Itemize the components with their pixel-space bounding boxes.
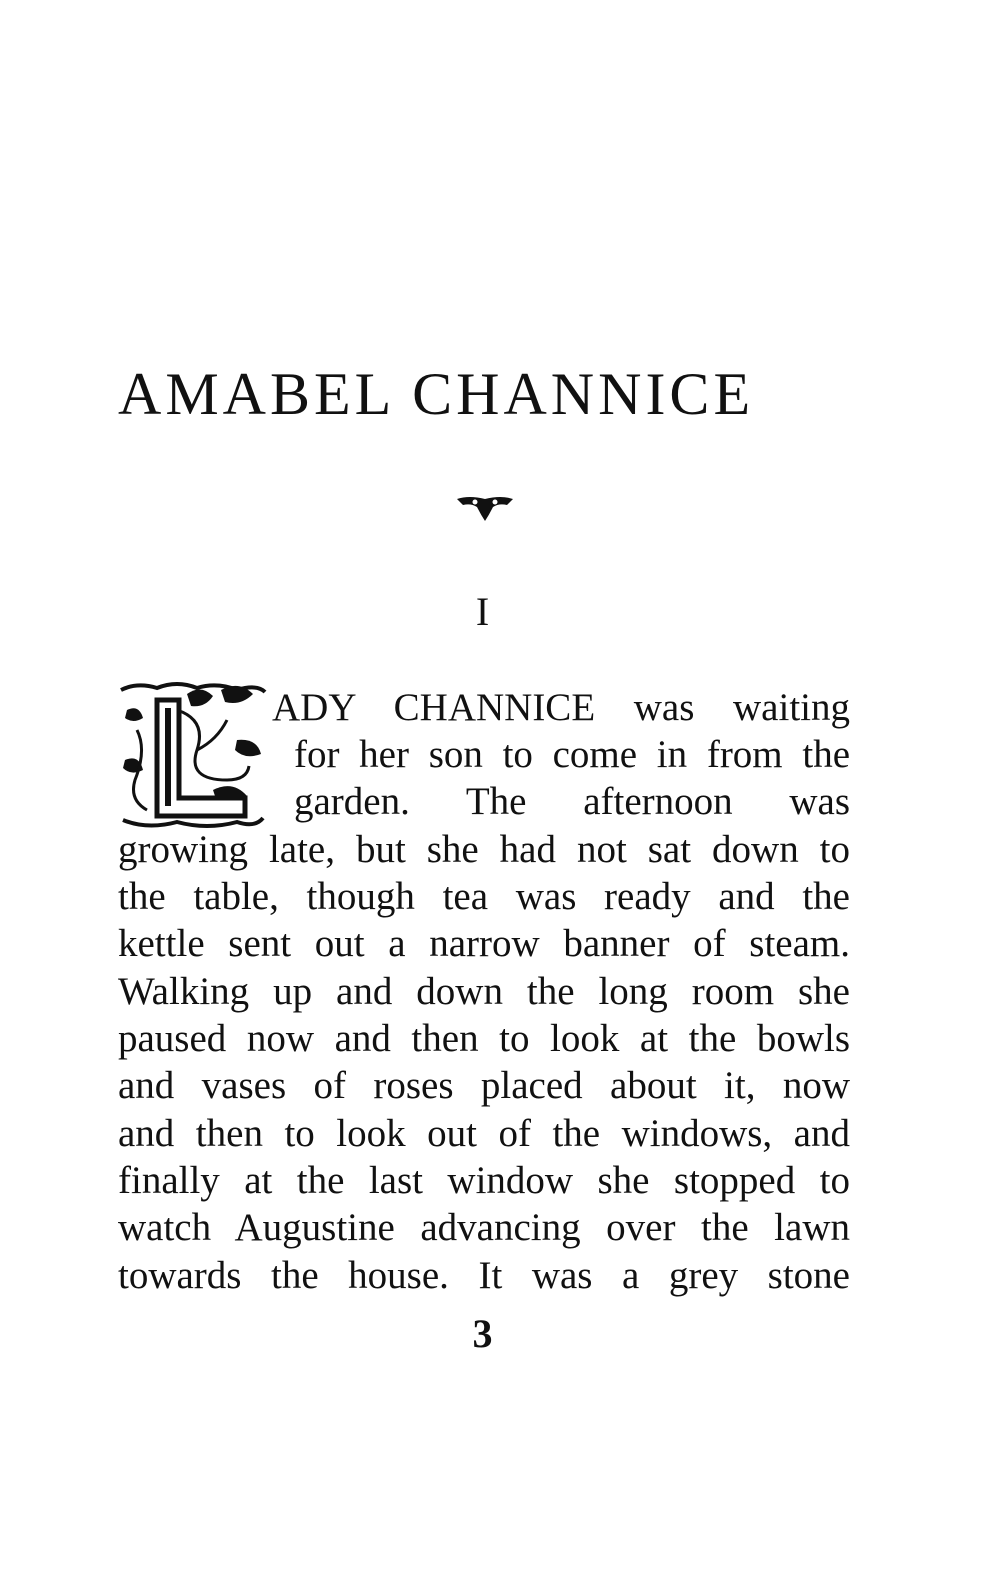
- text-line: finally at the last window she stopped to: [118, 1159, 850, 1202]
- text-line: kettle sent out a narrow banner of steam.: [118, 922, 850, 965]
- text-line: for her son to come in from the: [294, 733, 850, 776]
- text-line: ADY CHANNICE was waiting: [272, 686, 850, 729]
- text-line: watch Augustine advancing over the lawn: [118, 1206, 850, 1249]
- text-line: garden. The afternoon was: [294, 780, 850, 823]
- page-title: AMABEL CHANNICE: [118, 361, 755, 427]
- decorated-initial-letter-icon: [117, 680, 267, 830]
- text-line: paused now and then to look at the bowls: [118, 1017, 850, 1060]
- fleuron-ornament-icon: [455, 493, 515, 523]
- page-number: 3: [472, 1311, 493, 1356]
- text-line: the table, though tea was ready and the: [118, 875, 850, 918]
- text-line: towards the house. It was a grey stone: [118, 1254, 850, 1297]
- chapter-number: I: [475, 589, 490, 634]
- text-line: and then to look out of the windows, and: [118, 1112, 850, 1155]
- text-line: growing late, but she had not sat down to: [118, 828, 850, 871]
- text-line: and vases of roses placed about it, now: [118, 1064, 850, 1107]
- text-line: Walking up and down the long room she: [118, 970, 850, 1013]
